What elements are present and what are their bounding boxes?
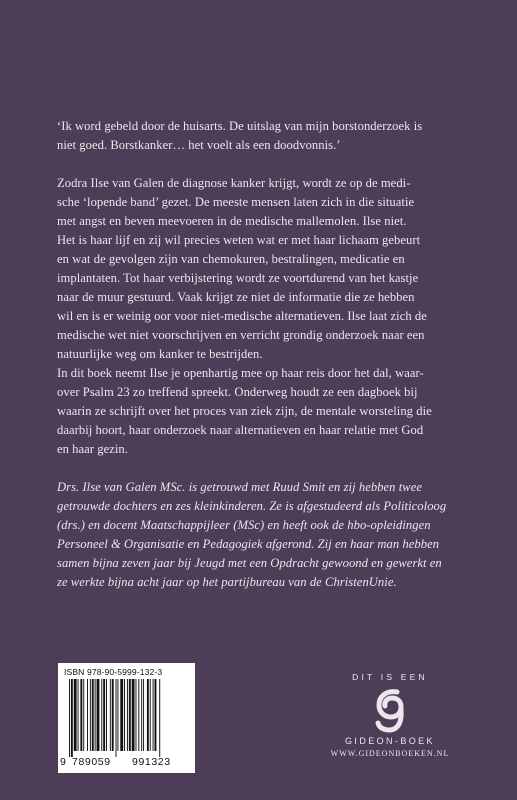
barcode-bar (87, 679, 88, 751)
text-line: waarin ze schrijft over het proces van ziek zijn, de mentale worsteling die (57, 404, 432, 418)
barcode-bar (110, 679, 111, 751)
text-line: sche ‘lopende band’ gezet. De meeste mensen laten zich in die situatie (57, 195, 415, 209)
barcode-bar (117, 679, 118, 751)
barcode-bar (78, 679, 79, 751)
barcode-bar (83, 679, 84, 751)
barcode-bar (116, 679, 117, 757)
text-line: Het is haar lijf en zij wil precies weten wat er met haar lichaam gebeurt (57, 233, 421, 247)
barcode-bar (74, 679, 77, 751)
quote-block (57, 117, 487, 155)
isbn-digit-group-1: 789059 (72, 756, 111, 768)
barcode-bar (71, 679, 73, 757)
barcode-bar (127, 679, 128, 751)
opening-quote (57, 117, 487, 155)
barcode-bar (159, 679, 160, 757)
barcode-bar (120, 679, 123, 751)
barcode-bars (69, 679, 189, 757)
text-line: en haar gezin. (57, 442, 128, 456)
text-line: met angst en beven meevoeren in de medische mallemolen. Ilse niet. (57, 214, 407, 228)
barcode-bar (136, 679, 137, 751)
barcode-bar (97, 679, 100, 751)
text-line: ‘Ik word gebeld door de huisarts. De uitslag van mijn borstonderzoek is (57, 119, 423, 133)
barcode-bar (150, 679, 151, 751)
barcode-bar (153, 679, 154, 751)
text-line: ze werkte bijna acht jaar op het partijbureau van de ChristenUnie. (57, 575, 397, 589)
barcode-bar (80, 679, 82, 751)
barcode-bar (106, 679, 107, 751)
synopsis-paragraph-1 (57, 174, 487, 364)
text-line: (drs.) en docent Maatschappijleer (MSc) en heeft ook de hbo-opleidingen (57, 518, 431, 532)
barcode-bar (103, 679, 105, 751)
text-line: Drs. Ilse van Galen MSc. is getrouwd met Ruud Smit en zij hebben twee (57, 480, 422, 494)
barcode-bar (90, 679, 91, 751)
publisher-name: GIDEON-BOEK (345, 736, 435, 746)
isbn-label: ISBN 978-90-5999-132-3 (64, 667, 163, 677)
text-line: In dit boek neemt Ilse je openhartig mee op haar reis door het dal, waar- (57, 366, 424, 380)
text-line: getrouwde dochters en zes kleinkinderen. Ze is afgestudeerd als Politicoloog (57, 499, 447, 513)
isbn-barcode (58, 663, 195, 773)
barcode-bar (155, 679, 157, 751)
gideon-logo-icon (373, 688, 407, 734)
barcode-bar (147, 679, 149, 751)
barcode-bar (132, 679, 135, 751)
text-line: niet goed. Borstkanker… het voelt als een doodvonnis.’ (57, 138, 341, 152)
publisher-tagline: DIT IS EEN (352, 672, 428, 682)
synopsis-paragraph-2 (57, 364, 487, 459)
barcode-bar (69, 679, 70, 757)
barcode-bar (92, 679, 94, 751)
text-line: samen bijna zeven jaar bij Jeugd met een Opdracht gewoond en gewerkt en (57, 556, 442, 570)
barcode-bar (138, 679, 139, 751)
text-line: over Psalm 23 zo treffend spreekt. Onderweg houdt ze een dagboek bij (57, 385, 418, 399)
barcode-bar (124, 679, 125, 751)
text-line: implantaten. Tot haar verbijstering wordt ze voortdurend van het kastje (57, 271, 419, 285)
text-line: wil en is er weinig oor voor niet-medische alternatieven. Ilse laat zich de (57, 309, 427, 323)
publisher-block (330, 672, 450, 758)
text-line: medische wet niet voorschrijven en verricht grondig onderzoek naar een (57, 328, 425, 342)
author-bio (57, 478, 487, 592)
barcode-bar (101, 679, 102, 751)
barcode-bar (129, 679, 131, 751)
text-line: naar de muur gestuurd. Vaak krijgt ze niet de informatie die ze hebben (57, 290, 415, 304)
isbn-digit-lead: 9 (60, 756, 67, 768)
barcode-bar (95, 679, 96, 751)
text-line: daarbij hoort, haar onderzoek naar alternatieven en haar relatie met God (57, 423, 424, 437)
text-line: Personeel & Organisatie en Pedagogiek afgerond. Zij en haar man hebben (57, 537, 440, 551)
barcode-bar (141, 679, 142, 751)
publisher-url: WWW.GIDEONBOEKEN.NL (330, 749, 450, 758)
text-line: Zodra Ilse van Galen de diagnose kanker krijgt, wordt ze op de medi- (57, 176, 411, 190)
text-line: en wat de gevolgen zijn van chemokuren, bestralingen, medicatie en (57, 252, 405, 266)
text-line: natuurlijke weg om kanker te bestrijden. (57, 347, 263, 361)
isbn-digit-group-2: 991323 (132, 756, 171, 768)
barcode-bar (143, 679, 144, 751)
barcode-bar (112, 679, 114, 751)
